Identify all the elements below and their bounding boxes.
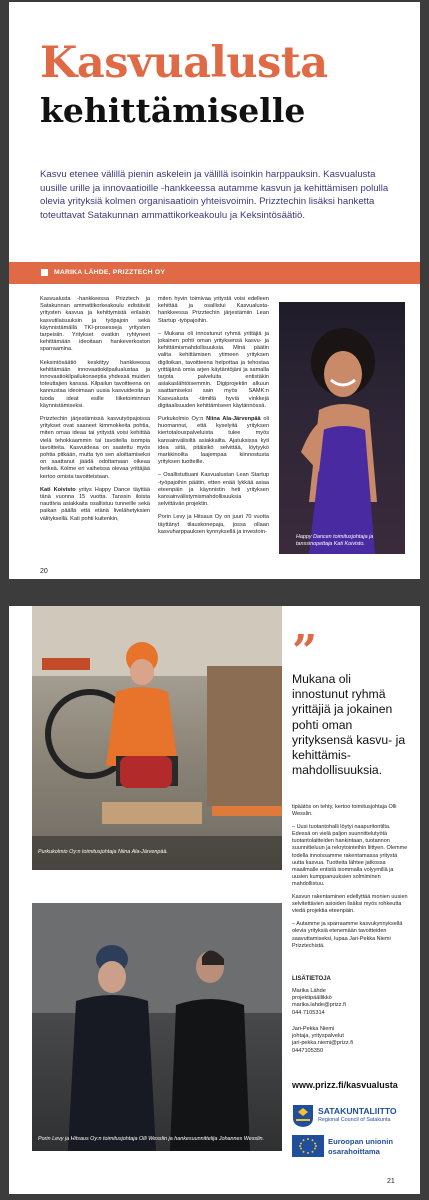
page-number: 20 [40,568,48,575]
person-name: Kati Koivisto [40,486,76,493]
article-title-line1: Kasvualusta [40,38,328,88]
magazine-page-21 [9,606,420,1194]
body-column-1 [40,296,150,529]
contact-name: Jari-Pekka Niemi [292,1026,335,1032]
body-paragraph: – Autamme ja sparraamme kasvukynnyksellä olevia yrityksiä etenemään tavoitteiden saavuttamiseksi, lupaa Jari-Pekka Niemi Prizztechistä. [292,921,403,949]
body-paragraph: miten hyvin toimivaa yritystä voisi edelleen kehittää ja osallistui Kasvualusta-hankkeessa Prizztechin järjestämiin Lean Startup -työpajoihin. [158,296,269,324]
contact-block-1 [292,988,346,1017]
body-paragraph: Kasvualusta -hankkeessa Prizztech ja Satakunnan ammattikorkeakoulu edistävät yritysten kasvua ja kehittymistä erilaisin kasvutilaisuuksin ja työpajoin sekä käynnistämällä TKI-prosesseja yritysten tarpeisiin. Yritykset ovatkin ryhtyneet kehittämään ideoitaan hankeverkoston sparraamina. [40,296,150,353]
body-paragraph: tipäätös on tehty, kertoo toimitusjohtaja Olli Wesslin. [292,804,397,818]
worker-photo [32,606,282,870]
men-caption: Porin Levy ja Hitsaus Oy:n toimitusjohtaja Olli Wesslin ja hankesuunnittelija Johannes Wesslin. [38,1136,265,1142]
body-paragraph: Porin Levy ja Hitsaus Oy on juuri 70 vuotta täyttänyt tilauskonepaja, jossa ollaan kasvuharppauksen kynnyksellä ja investoin- [158,514,269,535]
coat-of-arms-icon [292,1104,314,1128]
dancer-illustration [279,302,405,554]
worker-caption: Purkukolmio Oy:n toimitusjohtaja Niina Ala-Järvenpää. [38,849,168,855]
men-illustration [32,903,282,1151]
logo-satakunta-name: SATAKUNTALIITTO [318,1106,397,1116]
body-paragraph: – Osallistuttuani Kasvualustan Lean Startup -työpajoihin päätin, etten enää lykkää asiaa eteenpäin ja käynnistin heti yrityksen kansainvälistymismahdollisuuksia selvittävän projektin. [158,472,269,508]
author-byline: MARIKA LÄHDE, PRIZZTECH OY [54,269,166,276]
contact-block-2 [292,1026,353,1055]
page-number: 21 [387,1178,395,1185]
body-column-3 [292,804,410,956]
logo-eu-line1: Euroopan unionin [328,1137,393,1146]
article-title-line2: kehittämiselle [40,91,306,130]
eu-cofunded-logo [292,1133,410,1159]
body-paragraph: – Uusi tuotantohalli löytyi naapuritontilta. Edessä on vielä paljon suunnittelutyötä tuotantolaitteiden hankintaan, tuotannon suunnitteluun ja rekrytointeihin liittyen. Olemme todella innoissamme rakentamassa yritystä uutta kasvua. Tuotteita lähtee jatkossa maailmalle entistä isommalla volyymillä ja uusien kumppanuuksien solmiminen mahdollistuu. [292,824,408,887]
author-square-icon [41,269,48,276]
dancer-photo [279,302,405,554]
logo-satakunta-sub: Regional Council of Satakunta [318,1117,391,1123]
contact-email-link[interactable]: marika.lahde@prizz.fi [292,1002,346,1009]
body-paragraph: Keksintösäätiö keskittyy hankkeessa kehittämään innovaatiokilpailualustaa ja innovaatiokilpailukonseptia yhdessä muiden toteuttajien kanssa. Kilpailun tavoitteena on kannustaa ideoimaan uusia kasvuideoita ja tuoda ideat esille liiketoiminnan käynnistämiseksi. [40,359,150,409]
author-bar [9,262,420,284]
website-link[interactable]: www.prizz.fi/kasvualusta [292,1080,398,1090]
person-name: Niina Ala-Järvenpää [206,416,261,423]
body-paragraph: – Mukana oli innostunut ryhmä yrittäjiä ja jokainen pohti oman yrityksensä kasvu- ja kehittämismahdollisuuksia. Minä päätin valita kehittämisen ytimeen yrityksen digiloikan, tavoitteena helpottaa ja tehostaa yrittäjänä omia arjen käytäntöjäni ja samalla tarjota palveluita entistäkin asiakaslähtöisemmin. Digiprojektin alkuun saattamiseksi sain myös SAMK:n Kasvualusta -tiimiltä hyviä vinkkejä digitaalisuuden kehittämiseen käytännössä. [158,330,269,409]
men-photo [32,903,282,1151]
contact-name: Marika Lähde [292,988,326,994]
body-paragraph: Kasvun rakentaminen edellyttää monien uusien selvitettävien asioiden lisäksi myös rohkeutta viedä projektia eteenpäin. [292,894,408,915]
contact-email-link[interactable]: jari-pekka.niemi@prizz.fi [292,1040,354,1047]
worker-illustration [32,606,282,870]
eu-flag-icon [292,1135,324,1157]
contact-phone: 044 7105314 [292,1009,325,1016]
body-column-2 [158,296,269,542]
contact-title: projektipäällikkö [292,995,332,1002]
contact-title: johtaja, yrityspalvelut [292,1033,344,1040]
satakuntaliitto-logo [292,1103,410,1129]
body-paragraph: Prizztechin järjestämissä kasvutyöpajoissa yritykset ovat saaneet kimmokkeita pohtia, miten omaa ideaa tai yritystä voisi kehittää vielä tehokkaammin tai tavoitella isompia tavoitteita. Kasvuideaa on saatettu myös pohtia pitkään, mutta työ sen aloittamiseksi on saattanut jäädä odottamaan oikeaa hetkeä. Kolme eri vaiheissa olevaa yrittäjää kertoo omista tavoitteistaan. [40,416,150,480]
contact-phone: 0447105350 [292,1047,324,1054]
quote-mark-icon: ” [292,626,318,677]
pull-quote: Mukana oli innostunut ryhmä yrittäjiä ja jokainen pohti oman yrityksensä kasvu- ja kehittämis-mahdollisuuksia. [292,672,406,778]
magazine-page-20 [9,2,420,579]
logo-eu-line2: osarahoittama [328,1147,380,1156]
dancer-caption: Happy Dancen toimitusjohtaja ja tanssinopettaja Kati Koivisto. [296,534,374,547]
contact-heading: LISÄTIETOJA [292,976,331,982]
article-lead: Kasvu etenee välillä pienin askelein ja välillä isoinkin harppauksin. Kasvualusta uusille urille ja innovaatioille -hankkeessa autamme kasvun ja kehittämisen polulla olevia yrityksiä kolmen organisaatioin yhteisvoimin. Prizztechin lisäksi hanketta toteuttavat Satakunnan ammattikorkeakoulu ja Keksintösäätiö. [40,169,389,221]
body-paragraph: Kati Koivisto yritys Happy Dance täyttää tänä vuonna 15 vuotta. Tanssin iloista nauttivia asiakkaita osallistuu tunneille sekä paikan päällä että etänä livelähetyksien välityksellä. Kati pohti kuitenkin, [40,486,150,522]
body-paragraph: Purkukolmio Oy:n Niina Ala-Järvenpää oli huomannut, että kyselyitä yrityksen kiertotalouspalveluista tulee myös kansainvälisiltä asiakkailta. Ajatuksissa kyti idea siitä, pitäisikö selvittää, löytyykö markkinoilta laajempaa kiinnostusta yrityksen tuotteille. [158,416,269,466]
worker-caption-bar [32,836,282,870]
